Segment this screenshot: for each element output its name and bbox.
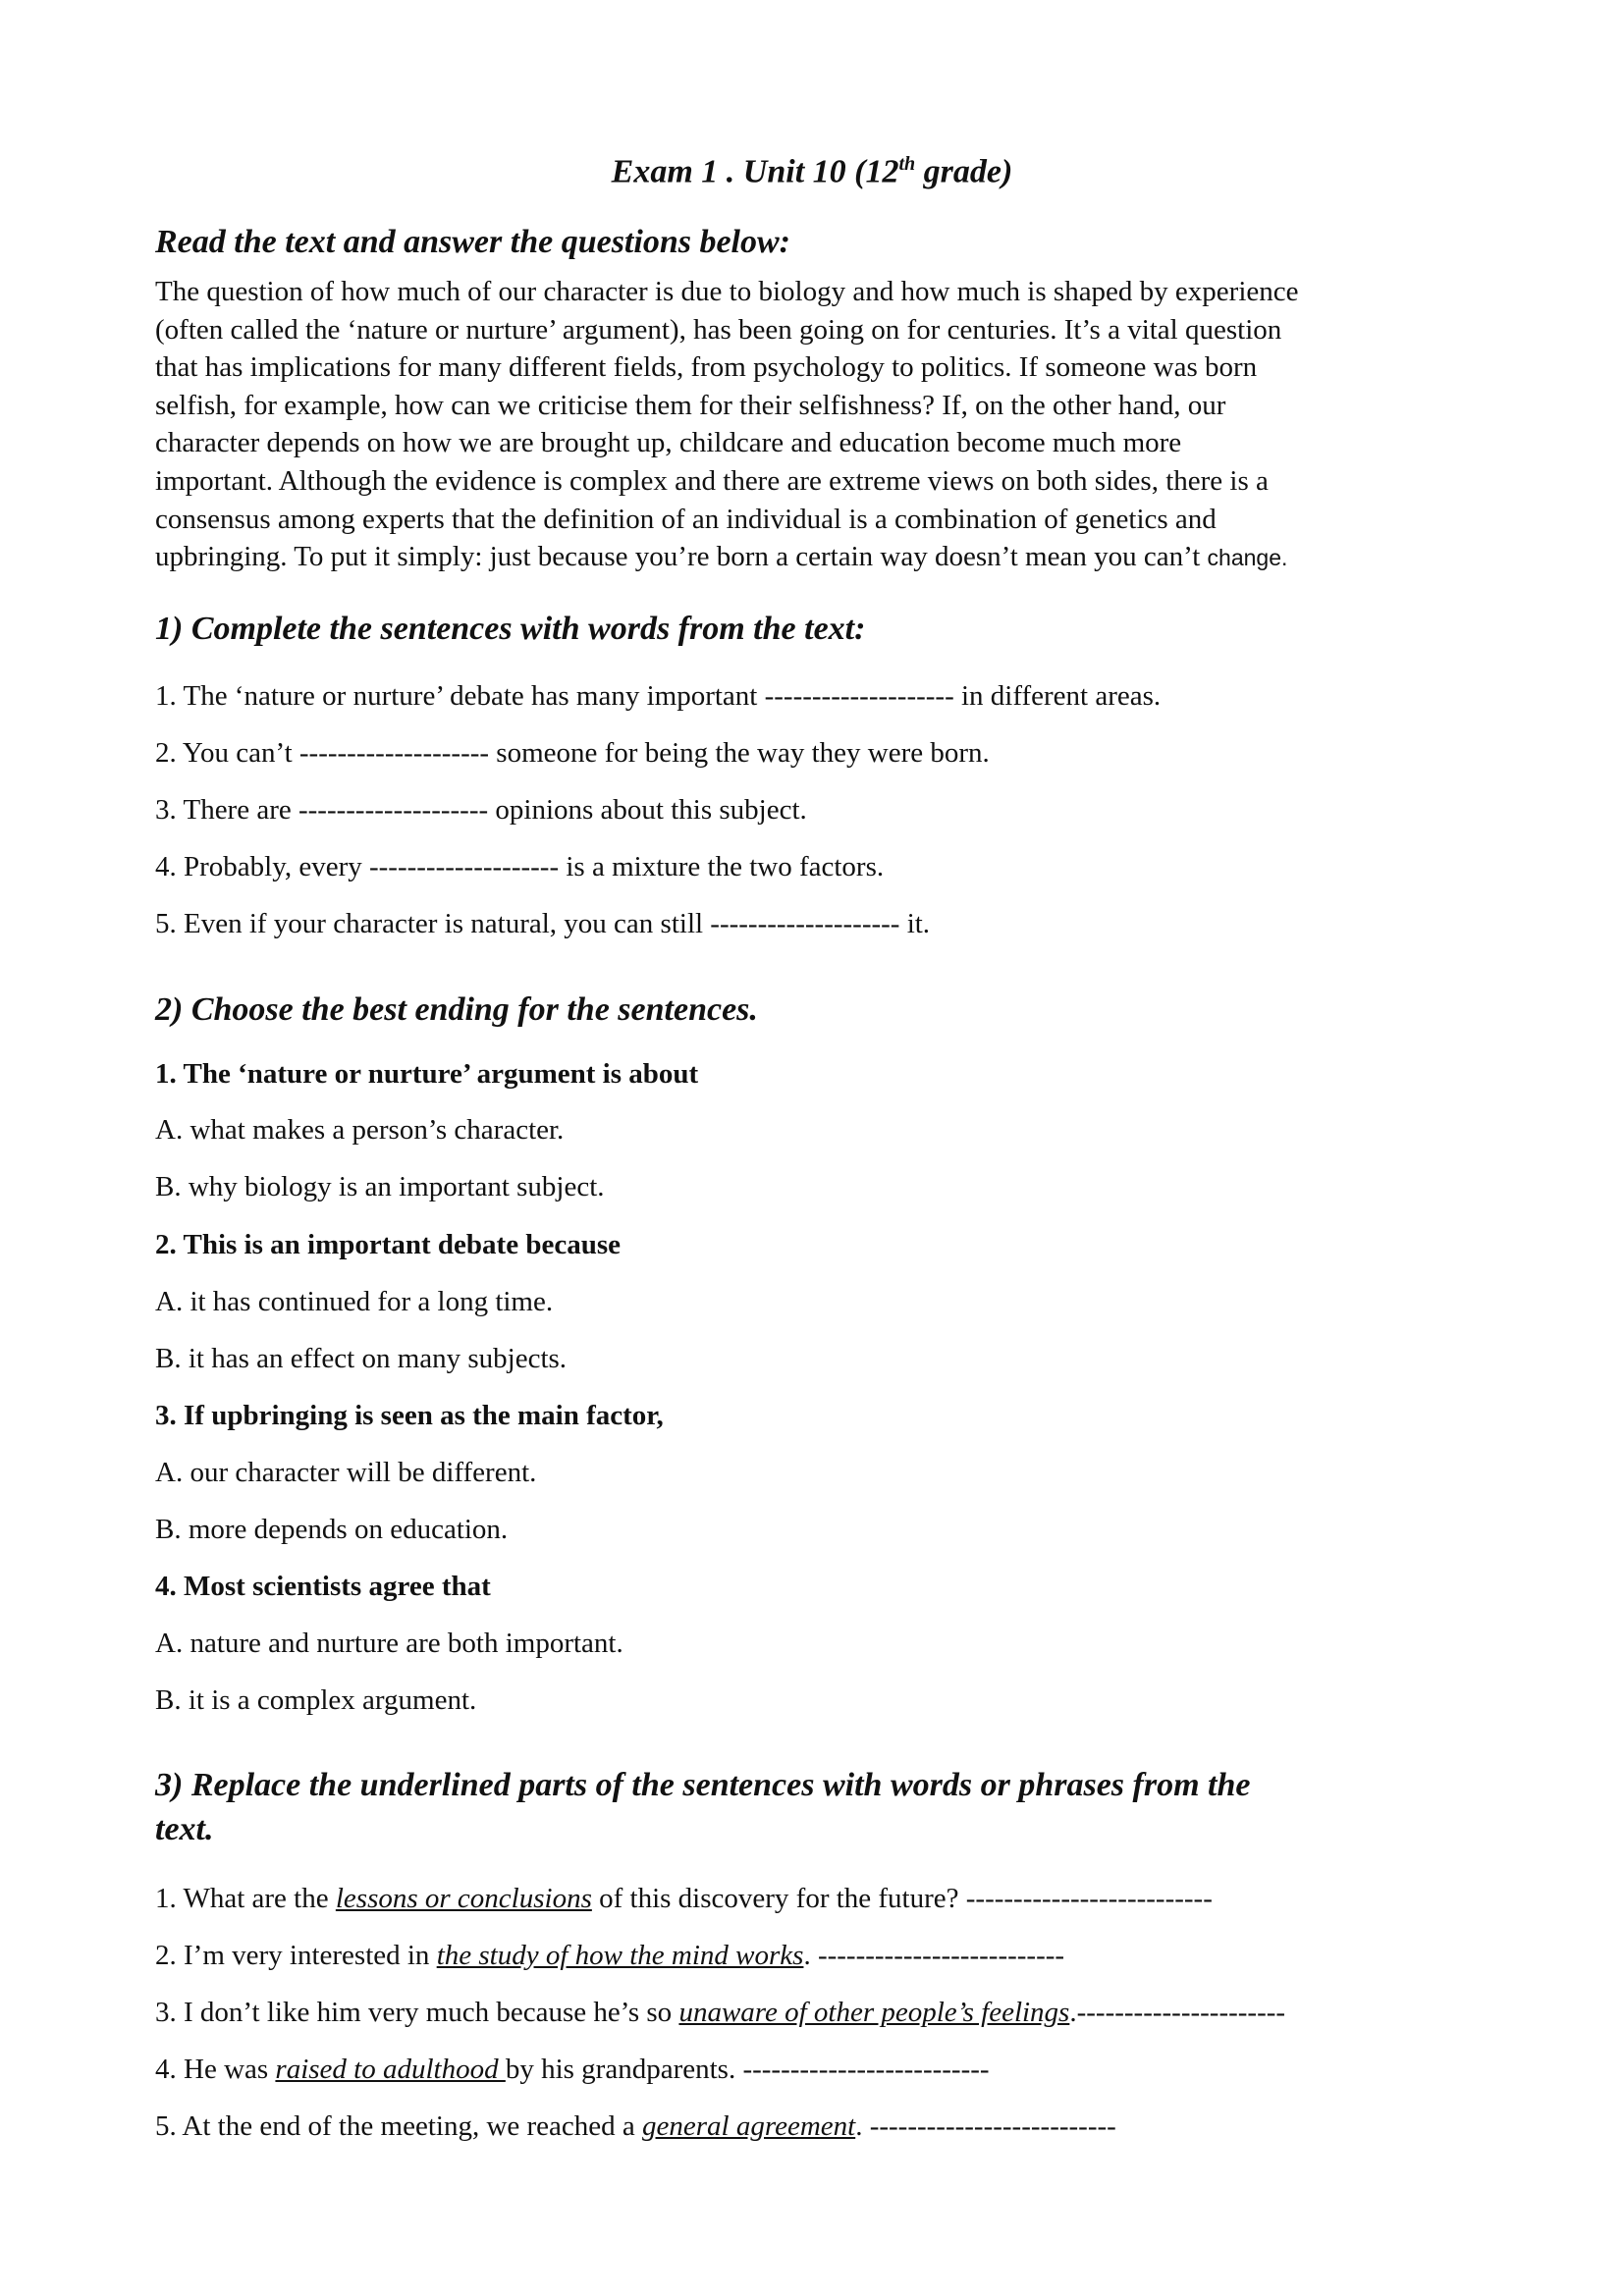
sentence-end: . -------------------------- <box>803 1940 1065 1971</box>
sentence-start: 3. I don’t like him very much because he’s so <box>155 1997 679 2028</box>
passage-line-last <box>155 538 1490 577</box>
passage-line-text: upbringing. To put it simply: just because you’re born a certain way doesn’t mean you can’t <box>155 541 1208 573</box>
option-b: B. it has an effect on many subjects. <box>155 1343 568 1374</box>
passage-line: (often called the ‘nature or nurture’ argument), has been going on for centuries. It’s a vital question <box>155 313 1282 346</box>
option-a: A. our character will be different. <box>155 1457 537 1488</box>
underlined-phrase: raised to adulthood <box>275 2054 506 2085</box>
option-b: B. it is a complex argument. <box>155 1684 477 1716</box>
section3-item <box>155 1883 1213 1915</box>
underlined-phrase: unaware of other people’s feelings <box>678 1997 1070 2028</box>
passage-line: that has implications for many different fields, from psychology to politics. If someone was born <box>155 351 1258 384</box>
section1-item: 5. Even if your character is natural, you can still -------------------- it. <box>155 908 931 939</box>
question-stem: 3. If upbringing is seen as the main factor, <box>155 1400 664 1431</box>
sentence-end: . -------------------------- <box>855 2110 1116 2142</box>
sentence-start: 2. I’m very interested in <box>155 1940 437 1971</box>
section3-heading-continued: text. <box>155 1811 214 1847</box>
question-stem: 2. This is an important debate because <box>155 1229 621 1260</box>
passage-line: consensus among experts that the definition of an individual is a combination of genetics and <box>155 503 1217 535</box>
option-a: A. it has continued for a long time. <box>155 1286 554 1317</box>
section3-item <box>155 2110 1116 2143</box>
section1-item: 2. You can’t -------------------- someone for being the way they were born. <box>155 737 990 769</box>
section3-item <box>155 1997 1285 2029</box>
section1-item: 3. There are -------------------- opinions about this subject. <box>155 794 807 826</box>
sentence-start: 5. At the end of the meeting, we reached a <box>155 2110 643 2142</box>
exam-title <box>0 153 1624 190</box>
option-b: B. why biology is an important subject. <box>155 1171 605 1202</box>
question-stem: 4. Most scientists agree that <box>155 1571 491 1602</box>
section1-heading: 1) Complete the sentences with words from the text: <box>155 611 866 647</box>
title-text-end: grade) <box>915 153 1013 190</box>
passage-line: character depends on how we are brought up, childcare and education become much more <box>155 427 1182 459</box>
question-stem: 1. The ‘nature or nurture’ argument is about <box>155 1058 699 1090</box>
sentence-start: 1. What are the <box>155 1883 336 1914</box>
sentence-start: 4. He was <box>155 2054 276 2085</box>
option-a: A. what makes a person’s character. <box>155 1114 565 1146</box>
passage-last-word: change. <box>1207 545 1288 571</box>
reading-heading: Read the text and answer the questions below: <box>155 224 790 260</box>
sentence-end: of this discovery for the future? -------------------------- <box>591 1883 1213 1914</box>
reading-passage <box>155 273 1490 577</box>
underlined-phrase: the study of how the mind works <box>436 1940 804 1971</box>
option-b: B. more depends on education. <box>155 1514 509 1545</box>
section1-item: 4. Probably, every -------------------- is a mixture the two factors. <box>155 851 885 882</box>
sentence-end: by his grandparents. -------------------------- <box>505 2054 990 2085</box>
passage-line: selfish, for example, how can we criticise them for their selfishness? If, on the other hand, our <box>155 389 1226 421</box>
option-a: A. nature and nurture are both important. <box>155 1628 623 1659</box>
section3-heading: 3) Replace the underlined parts of the sentences with words or phrases from the <box>155 1767 1251 1803</box>
section2-heading: 2) Choose the best ending for the sentences. <box>155 991 758 1028</box>
section3-item <box>155 2054 990 2086</box>
section3-item <box>155 1940 1064 1972</box>
title-text: Exam 1 . Unit 10 (12 <box>611 153 899 190</box>
section1-item: 1. The ‘nature or nurture’ debate has many important -------------------- in different areas. <box>155 680 1162 712</box>
title-superscript: th <box>898 153 916 175</box>
underlined-phrase: general agreement <box>642 2110 856 2142</box>
underlined-phrase: lessons or conclusions <box>335 1883 592 1914</box>
sentence-end: .---------------------- <box>1069 1997 1286 2028</box>
passage-line: The question of how much of our character is due to biology and how much is shaped by experience <box>155 276 1299 307</box>
passage-line: important. Although the evidence is complex and there are extreme views on both sides, there is a <box>155 464 1269 497</box>
